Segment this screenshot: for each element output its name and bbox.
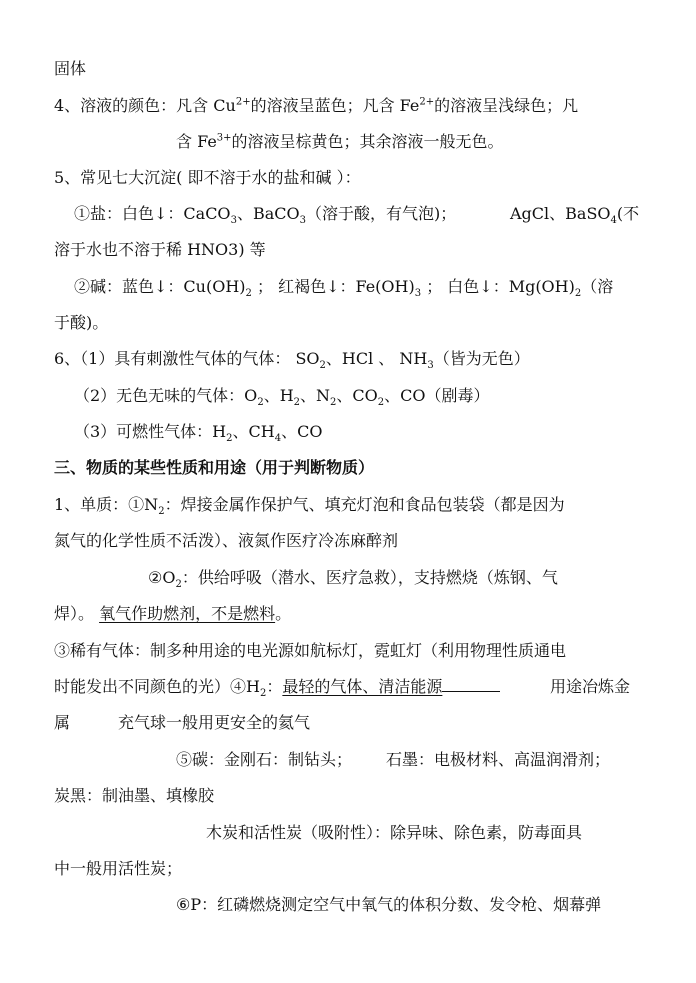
line-solution-colors-cont: 含 $Fe^{3+}$的溶液呈棕黄色；其余溶液一般无色。 — [176, 132, 504, 151]
line-carbon-graphite: 石墨：电极材料、高温润滑剂； — [386, 750, 611, 769]
line-seven-precipitates: 5、常见七大沉淀( 即不溶于水的盐和碱 ）： — [54, 168, 361, 187]
line-h2-uses: 用途冶炼金 — [550, 677, 631, 696]
line-o2: $②O_2$：供给呼吸（潜水、医疗急救），支持燃烧（炼钢、气 — [148, 568, 558, 591]
line-carbon-black: 炭黑：制油墨、填橡胶 — [54, 786, 215, 805]
line-h2-uses-cont: 属 — [54, 713, 71, 732]
underlined-note-hydrogen: 最轻的气体、清洁能源 — [282, 677, 443, 696]
line-noble-gases-cont-h2: 时能发出不同颜色的光）$④H_2$：最轻的气体、清洁能源 — [54, 676, 500, 698]
section-heading-properties: 三、物质的某些性质和用途（用于判断物质） — [54, 458, 375, 477]
line-noble-gases: ③稀有气体：制多种用途的电光源如航标灯，霓虹灯（利用物理性质通电 — [54, 641, 567, 660]
line-helium-balloon: 充气球一般用更安全的氦气 — [118, 713, 311, 732]
line-elements-n2-cont: 氮气的化学性质不活泼）、液氮作医疗冷冻麻醉剂 — [54, 531, 399, 550]
line-odorless-gases: （2）无色无味的气体：$O_2$、$H_2$、$N_2$、$CO_2$、CO（剧毒） — [74, 386, 490, 409]
line-solution-colors: 4、溶液的颜色：凡含 $Cu^{2+}$的溶液呈蓝色；凡含 $Fe^{2+}$的溶液呈浅绿色；凡 — [54, 96, 579, 115]
line-combustible-gases: （3）可燃性气体：$H_2$、$CH_4$、CO — [74, 422, 323, 445]
line-carbon-diamond: ⑤碳：金刚石：制钻头； — [176, 750, 353, 769]
underlined-note-oxygen: 氧气作助燃剂，不是燃料 — [99, 604, 276, 623]
line-salts-insoluble: AgCl、BaSO$_4$(不 — [510, 204, 640, 227]
line-salts-cont: 溶于水也不溶于稀 HNO3) 等 — [54, 240, 266, 259]
line-elements-n2: 1、单质：$①N_2$：焊接金属作保护气、填充灯泡和食品包装袋（都是因为 — [54, 495, 565, 518]
line-charcoal-cont: 中一般用活性炭； — [54, 859, 183, 878]
line-solid: 固体 — [54, 59, 87, 78]
line-bases: ②碱：蓝色↓：$Cu(OH)_2$ ； 红褐色↓：$Fe(OH)_3$ ； 白色↓：$Mg(OH)_2$（溶 — [74, 277, 614, 300]
line-o2-cont: 焊）。 氧气作助燃剂，不是燃料。 — [54, 604, 292, 623]
underline-blank — [442, 677, 500, 692]
line-salts: ①盐：白色↓：CaCO$_3$、BaCO$_3$（溶于酸，有气泡)； — [74, 204, 457, 227]
line-charcoal: 木炭和活性炭（吸附性）：除异味、除色素，防毒面具 — [206, 823, 583, 842]
line-phosphorus: ⑥P：红磷燃烧测定空气中氧气的体积分数、发令枪、烟幕弹 — [176, 895, 602, 914]
line-bases-cont: 于酸)。 — [54, 313, 109, 332]
line-irritating-gases: 6、（1）具有刺激性气体的气体： $SO_2$、HCl 、 $NH_3$（皆为无色） — [54, 349, 530, 372]
